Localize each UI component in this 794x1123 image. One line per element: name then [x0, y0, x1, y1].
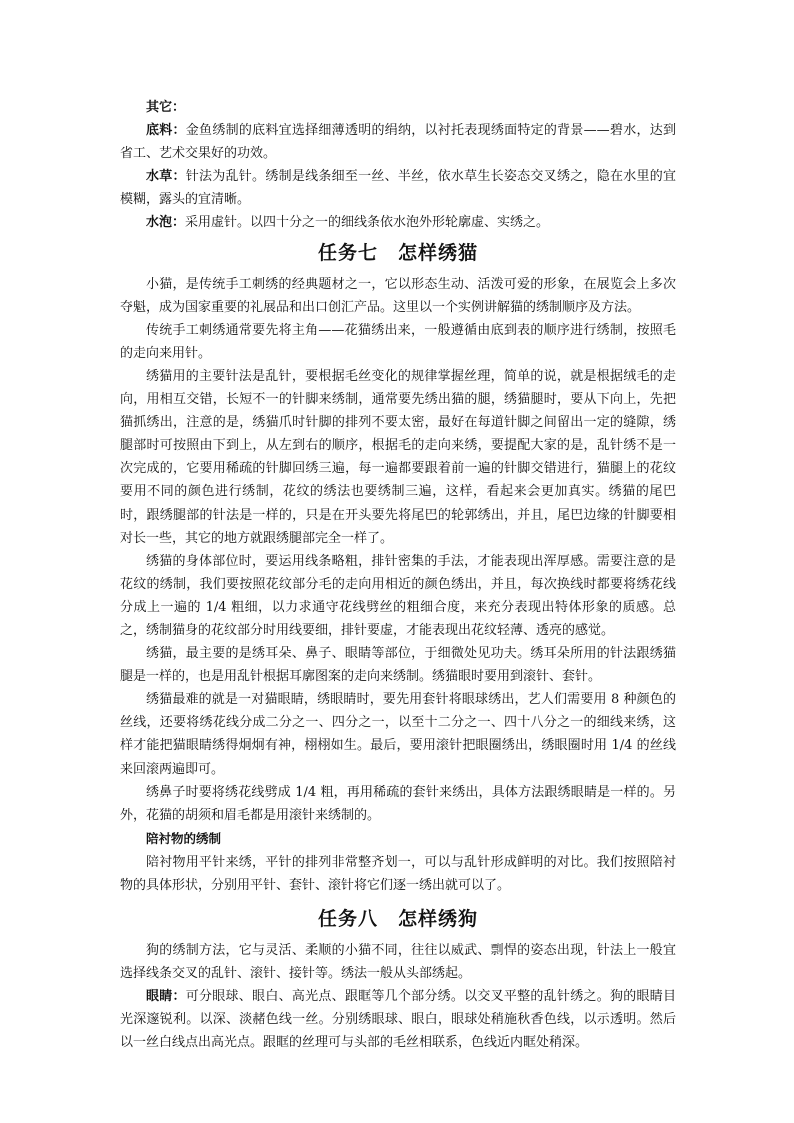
task7-paragraph: 小猫，是传统手工刺绣的经典题材之一，它以形态生动、活泼可爱的形象，在展览会上多次夺魁，成为国家重要的礼展品和出口创汇产品。这里以一个实例讲解猫的绣制顺序及方法。	[120, 276, 676, 315]
task7-paragraph: 绣猫，最主要的是绣耳朵、鼻子、眼睛等部位，于细微处见功夫。绣耳朵所用的针法跟绣猫腿是一样的，也是用乱针根据耳廓图案的走向来绣制。绣猫眼时要用到滚针、套针。	[120, 646, 676, 685]
task7-paragraph: 绣猫的身体部位时，要运用线条略粗，排针密集的手法，才能表现出浑厚感。需要注意的是花纹的绣制，我们要按照花纹部分毛的走向用相近的颜色绣出，并且，每次换线时都要将绣花线分成上一遍的 1/4 粗细，以力求通守花线劈丝的粗细合度，来充分表现出特体形象的质感。总之，绣制猫身的花纹部分时用线要细，排针要虚，才能表现出花纹轻薄、透亮的感觉。	[120, 553, 676, 638]
task7-subheading: 陪衬物的绣制	[146, 830, 222, 846]
task7-sub-paragraph: 陪衬物用平针来绣，平针的排列非常整齐划一，可以与乱针形成鲜明的对比。我们按照陪衬物的具体形状，分别用平针、套针、滚针将它们逐一绣出就可以了。	[120, 854, 676, 893]
item-text: 采用虚针。以四十分之一的细线条依水泡外形轮廓虚、实绣之。	[185, 215, 550, 231]
other-item-base	[120, 119, 676, 165]
task8-eye-paragraph	[120, 985, 676, 1054]
item-label: 底料：	[146, 123, 186, 139]
task7-heading: 任务七 怎样绣猫	[317, 241, 479, 264]
other-item-bubble	[120, 211, 676, 234]
task7-paragraph: 绣猫最难的就是一对猫眼睛，绣眼睛时，要先用套针将眼球绣出，艺人们需要用 8 种颜色的丝线，还要将绣花线分成二分之一、四分之一，以至十二分之一、四十八分之一的细线来绣，这样才能把猫眼睛绣得炯炯有神，栩栩如生。最后，要用滚针把眼圈绣出，绣眼圈时用 1/4 的丝线来回滚两遍即可。	[120, 692, 676, 777]
item-text: 金鱼绣制的底料宜选择细薄透明的绢纳，以衬托表现绣面特定的背景——碧水，达到省工、艺术交果好的功效。	[120, 123, 676, 162]
task7-paragraph: 绣鼻子时要将绣花线劈成 1/4 粗，再用稀疏的套针来绣出，具体方法跟绣眼睛是一样的。另外，花猫的胡须和眉毛都是用滚针来绣制的。	[120, 784, 676, 823]
task7-paragraph: 传统手工刺绣通常要先将主角——花猫绣出来，一般遵循由底到表的顺序进行绣制，按照毛的走向来用针。	[120, 322, 676, 361]
eye-text: 可分眼球、眼白、高光点、跟眶等几个部分绣。以交叉平整的乱针绣之。狗的眼睛目光深邃锐利。以深、淡赭色线一丝。分别绣眼球、眼白，眼球处稍施秋香色线，以示透明。然后以一丝白线点出高光点。跟眶的丝理可与头部的毛丝相联系，色线近内眶处稍深。	[120, 989, 676, 1051]
other-item-grass	[120, 165, 676, 211]
item-label: 水泡：	[146, 215, 186, 231]
other-heading: 其它：	[146, 100, 186, 115]
item-text: 针法为乱针。绣制是线条细至一丝、半丝，依水草生长姿态交叉绣之，隐在水里的宜模糊，露头的宜清晰。	[120, 169, 676, 208]
task7-paragraph: 绣猫用的主要针法是乱针，要根据毛丝变化的规律掌握丝理，简单的说，就是根据绒毛的走向，用相互交错，长短不一的针脚来绣制，通常要先绣出猫的腿，绣猫腿时，要从下向上，先把猫抓绣出，注意的是，绣猫爪时针脚的排列不要太密，最好在每道针脚之间留出一定的缝隙，绣腿部时可按照由下到上，从左到右的顺序，根据毛的走向来绣，要提配大家的是，乱针绣不是一次完成的，它要用稀疏的针脚回绣三遍，每一遍都要跟着前一遍的针脚交错进行，猫腿上的花纹要用不同的颜色进行绣制，花纹的绣法也要绣制三遍，这样，看起来会更加真实。绣猫的尾巴时，跟绣腿部的针法是一样的，只是在开头要先将尾巴的轮郭绣出，并且，尾巴边缘的针脚要相对长一些，其它的地方就跟绣腿部完全一样了。	[120, 368, 676, 546]
task8-heading: 任务八 怎样绣狗	[317, 908, 479, 931]
document-page	[120, 96, 676, 1055]
task8-paragraph: 狗的绣制方法，它与灵活、柔顺的小猫不同，往往以威武、剽悍的姿态出现，针法上一般宜选择线条交叉的乱针、滚针、接针等。绣法一般从头部绣起。	[120, 943, 676, 982]
item-label: 水草：	[146, 169, 186, 185]
eye-label: 眼睛：	[146, 989, 186, 1005]
